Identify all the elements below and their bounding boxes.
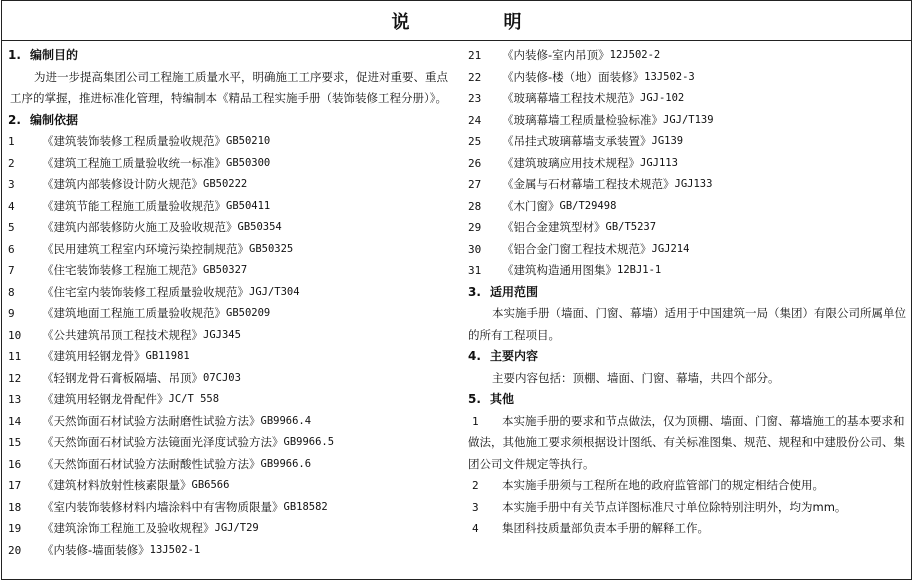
note-text: 本实施手册须与工程所在地的政府监管部门的规定相结合使用。 (502, 478, 824, 492)
reference-title: 《建筑节能工程施工质量验收规范》 (42, 198, 226, 213)
reference-code: GB9966.4 (260, 414, 312, 427)
reference-number: 1 (8, 135, 15, 148)
reference-title: 《建筑地面工程施工质量验收规范》 (42, 306, 226, 320)
reference-item (468, 174, 908, 196)
document-frame (1, 0, 912, 580)
reference-code: JGJ113 (640, 156, 678, 169)
reference-code: JGJ/T304 (249, 285, 300, 298)
reference-code: 13J502-1 (149, 543, 201, 556)
section-title: 其他 (490, 392, 515, 406)
reference-item (8, 346, 458, 368)
reference-title: 《玻璃幕墙工程技术规范》 (502, 91, 640, 105)
reference-number: 11 (8, 350, 22, 363)
reference-item (8, 303, 458, 325)
reference-list-left (8, 131, 458, 561)
reference-number: 18 (8, 500, 22, 514)
reference-title: 《建筑工程施工质量验收统一标准》 (42, 155, 226, 170)
reference-list-right (468, 45, 908, 282)
reference-title: 《铝合金门窗工程技术规范》 (502, 241, 652, 256)
reference-title: 《建筑用轻钢龙骨配件》 (42, 392, 169, 406)
section-title: 适用范围 (490, 284, 539, 299)
reference-code: JGJ-102 (640, 92, 685, 104)
content-paragraph: 主要内容包括：顶棚、墙面、门窗、幕墙，共四个部分。 (492, 370, 780, 385)
note-item (468, 411, 908, 476)
note-item (468, 497, 908, 519)
reference-item (468, 110, 908, 132)
reference-number: 26 (468, 156, 482, 170)
reference-number: 16 (8, 457, 22, 471)
reference-item (8, 454, 458, 476)
reference-item (8, 131, 458, 153)
reference-item (8, 174, 458, 196)
section-number: 3. (468, 284, 481, 299)
reference-code: 12J502-2 (609, 49, 661, 61)
reference-title: 《铝合金建筑型材》 (502, 220, 606, 234)
reference-code: 12BJ1-1 (617, 264, 662, 276)
reference-code: GB6566 (191, 479, 230, 491)
reference-code: GB50325 (249, 242, 294, 255)
reference-item (8, 432, 458, 454)
section-heading-scope (468, 282, 908, 304)
note-number: 4 (472, 522, 479, 535)
section-heading-basis (8, 110, 458, 132)
reference-number: 17 (8, 479, 22, 492)
reference-number: 28 (468, 199, 482, 213)
section-number: 2. (8, 112, 21, 127)
reference-item (468, 196, 908, 218)
other-notes-list (468, 411, 908, 540)
reference-code: GB/T5237 (605, 221, 657, 233)
reference-number: 25 (468, 135, 482, 148)
reference-code: 07CJ03 (203, 371, 241, 384)
reference-code: JGJ/T139 (663, 113, 714, 126)
note-number: 2 (472, 479, 479, 492)
reference-title: 《建筑玻璃应用技术规程》 (502, 155, 640, 170)
reference-item (468, 217, 908, 239)
reference-item (8, 368, 458, 390)
reference-code: GB9966.6 (260, 457, 312, 470)
reference-number: 14 (8, 414, 22, 428)
reference-number: 10 (8, 328, 22, 342)
reference-item (8, 518, 458, 540)
note-item (468, 475, 908, 497)
purpose-paragraph: 为进一步提高集团公司工程施工质量水平，明确施工工序要求，促进对重要、重点工序的掌握，推进标准化管理，特编制本《精品工程实施手册（装饰装修工程分册）》。 (10, 69, 448, 105)
reference-title: 《木门窗》 (502, 198, 560, 213)
note-text: 集团科技质量部负责本手册的解释工作。 (502, 521, 709, 535)
reference-number: 20 (8, 543, 22, 557)
reference-item (8, 217, 458, 239)
reference-item (468, 45, 908, 67)
reference-item (8, 239, 458, 261)
reference-number: 2 (8, 156, 15, 170)
reference-item (468, 260, 908, 282)
reference-title: 《建筑涂饰工程施工及验收规程》 (42, 521, 215, 535)
reference-item (8, 196, 458, 218)
reference-code: 13J502-3 (644, 70, 695, 83)
reference-number: 7 (8, 264, 15, 277)
reference-number: 24 (468, 113, 482, 127)
reference-title: 《住宅室内装饰装修工程质量验收规范》 (42, 284, 249, 299)
reference-item (8, 540, 458, 562)
reference-number: 31 (468, 264, 482, 277)
reference-number: 12 (8, 371, 22, 385)
reference-title: 《天然饰面石材试验方法耐磨性试验方法》 (42, 413, 261, 428)
section-number: 4. (468, 349, 481, 363)
section-title: 主要内容 (490, 349, 539, 363)
reference-item (8, 282, 458, 304)
reference-item (8, 153, 458, 175)
reference-title: 《天然饰面石材试验方法镜面光泽度试验方法》 (42, 435, 284, 449)
reference-code: GB18582 (283, 500, 328, 513)
reference-title: 《建筑材料放射性核素限量》 (42, 478, 192, 492)
reference-number: 23 (468, 92, 482, 105)
reference-code: GB/T29498 (559, 199, 617, 212)
reference-title: 《内装修-楼（地）面装修》 (502, 69, 645, 84)
reference-code: JGJ/T29 (214, 522, 259, 534)
reference-number: 6 (8, 242, 15, 256)
reference-number: 8 (8, 285, 15, 299)
page-title: 说 明 (2, 1, 911, 41)
reference-code: JC/T 558 (168, 393, 220, 405)
section-number: 5. (468, 392, 481, 406)
reference-item (8, 475, 458, 497)
reference-title: 《玻璃幕墙工程质量检验标准》 (502, 112, 663, 127)
reference-number: 13 (8, 393, 22, 406)
reference-title: 《建筑装饰装修工程质量验收规范》 (42, 134, 226, 148)
reference-title: 《建筑构造通用图集》 (502, 263, 617, 277)
reference-title: 《住宅装饰装修工程施工规范》 (42, 263, 203, 277)
reference-number: 27 (468, 178, 482, 191)
reference-title: 《建筑内部装修防火施工及验收规范》 (42, 220, 238, 234)
reference-number: 29 (468, 221, 482, 234)
reference-number: 5 (8, 221, 15, 234)
note-item (468, 518, 908, 540)
reference-code: GB50300 (226, 156, 271, 169)
reference-code: GB11981 (145, 350, 190, 362)
note-number: 3 (472, 500, 479, 514)
reference-item (468, 131, 908, 153)
section-number: 1. (8, 48, 21, 62)
reference-item (8, 325, 458, 347)
reference-title: 《金属与石材幕墙工程技术规范》 (502, 177, 675, 191)
section-heading-content (468, 346, 908, 368)
reference-title: 《公共建筑吊顶工程技术规程》 (42, 327, 203, 342)
reference-number: 19 (8, 522, 22, 535)
reference-item (8, 389, 458, 411)
reference-code: GB50222 (203, 178, 248, 190)
reference-title: 《吊挂式玻璃幕墙支承装置》 (502, 134, 652, 148)
reference-item (8, 497, 458, 519)
reference-code: GB50354 (237, 221, 282, 233)
note-text: 本实施手册中有关节点详图标准尺寸单位除特别注明外，均为mm。 (502, 499, 847, 514)
reference-item (8, 260, 458, 282)
reference-code: JGJ214 (651, 242, 690, 255)
reference-code: JGJ133 (674, 178, 713, 190)
reference-code: GB50209 (226, 307, 271, 319)
reference-item (468, 153, 908, 175)
note-text: 本实施手册的要求和节点做法，仅为顶棚、墙面、门窗、幕墙施工的基本要求和做法，其他施工要求须根据设计图纸、有关标准图集、规范、规程和中建股份公司、集团公司文件规定等执行。 (468, 413, 905, 471)
reference-number: 15 (8, 436, 22, 449)
reference-code: GB50411 (226, 199, 271, 212)
reference-title: 《建筑用轻钢龙骨》 (42, 349, 146, 363)
reference-code: GB50210 (226, 135, 271, 147)
section-heading-purpose (8, 45, 458, 67)
reference-item (468, 239, 908, 261)
reference-number: 3 (8, 178, 15, 191)
reference-title: 《建筑内部装修设计防火规范》 (42, 177, 203, 191)
section-title: 编制目的 (30, 48, 79, 62)
reference-title: 《轻钢龙骨石膏板隔墙、吊顶》 (42, 370, 203, 385)
reference-title: 《民用建筑工程室内环境污染控制规范》 (42, 241, 249, 256)
reference-item (468, 67, 908, 89)
reference-title: 《室内装饰装修材料内墙涂料中有害物质限量》 (42, 499, 284, 514)
left-column (8, 45, 458, 561)
reference-code: GB50327 (203, 264, 248, 276)
reference-code: GB9966.5 (283, 436, 335, 448)
reference-title: 《内装修-室内吊顶》 (502, 48, 610, 62)
scope-paragraph: 本实施手册（墙面、门窗、幕墙）适用于中国建筑一局（集团）有限公司所属单位的所有工程项目。 (468, 306, 906, 342)
reference-item (8, 411, 458, 433)
reference-item (468, 88, 908, 110)
right-column (468, 45, 908, 540)
reference-number: 9 (8, 307, 15, 320)
reference-title: 《天然饰面石材试验方法耐酸性试验方法》 (42, 456, 261, 471)
reference-number: 4 (8, 199, 15, 213)
note-number: 1 (472, 414, 479, 428)
section-title: 编制依据 (30, 112, 79, 127)
reference-number: 30 (468, 242, 482, 256)
reference-number: 22 (468, 70, 482, 84)
reference-number: 21 (468, 49, 482, 62)
reference-code: JGJ345 (203, 328, 241, 341)
section-heading-other (468, 389, 908, 411)
reference-code: JG139 (651, 135, 684, 147)
reference-title: 《内装修-墙面装修》 (42, 542, 150, 557)
